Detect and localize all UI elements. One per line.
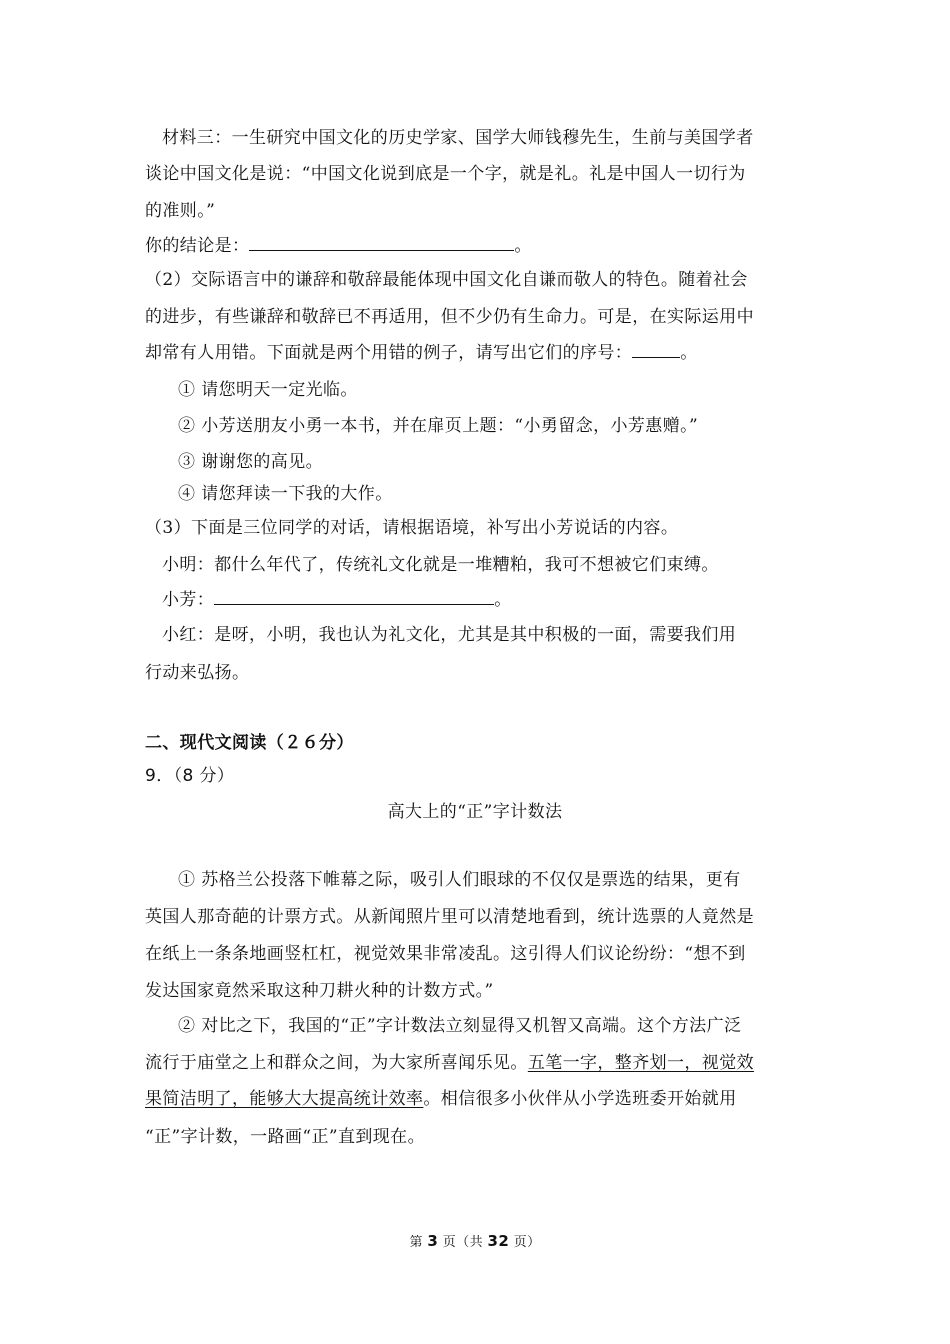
current-page-number: 3 — [427, 1232, 439, 1250]
dialogue-xiaofang — [162, 590, 512, 610]
question-2-line-3 — [145, 343, 698, 363]
dialogue-xiaohong-line-2: 行动来弘扬。 — [145, 663, 250, 683]
material-three-line-1: 材料三：一生研究中国文化的历史学家、国学大师钱穆先生，生前与美国学者 — [162, 128, 754, 148]
article-title: 高大上的“正”字计数法 — [387, 802, 563, 822]
paragraph-2-line-2 — [145, 1053, 754, 1073]
material-three-line-3: 的准则。” — [145, 201, 216, 221]
section-heading: 二、现代文阅读（２６分） — [145, 733, 354, 753]
question-2-line-1: （2）交际语言中的谦辞和敬辞最能体现中国文化自谦而敬人的特色。随着社会 — [145, 270, 748, 290]
option-4: ④ 请您拜读一下我的大作。 — [178, 484, 393, 504]
question-2-text: 却常有人用错。下面就是两个用错的例子，请写出它们的序号： — [145, 343, 633, 363]
paragraph-1-line-2: 英国人那奇葩的计票方式。从新闻照片里可以清楚地看到，统计选票的人竟然是 — [145, 907, 754, 927]
paragraph-1-line-1: ① 苏格兰公投落下帷幕之际，吸引人们眼球的不仅仅是票选的结果，更有 — [178, 870, 741, 890]
xiaofang-end: 。 — [494, 590, 512, 610]
total-page-count: 32 — [487, 1232, 510, 1250]
question-2-line-2: 的进步，有些谦辞和敬辞已不再适用，但不少仍有生命力。可是，在实际运用中 — [145, 307, 754, 327]
dialogue-xiaohong-line-1: 小红：是呀，小明，我也认为礼文化，尤其是其中积极的一面，需要我们用 — [162, 625, 737, 645]
option-3: ③ 谢谢您的高见。 — [178, 452, 324, 472]
option-2: ② 小芳送朋友小勇一本书，并在扉页上题：“小勇留念，小芳惠赠。” — [178, 416, 699, 436]
question-3-prompt: （3）下面是三位同学的对话，请根据语境，补写出小芳说话的内容。 — [145, 518, 679, 538]
dialogue-xiaoming: 小明：都什么年代了，传统礼文化就是一堆糟粕，我可不想被它们束缚。 — [162, 555, 719, 575]
question-2-answer-blank[interactable] — [632, 343, 680, 358]
page-footer: 第 3 页（共 32 页） — [409, 1232, 541, 1250]
underlined-sentence-part-1: 五笔一字，整齐划一，视觉效 — [527, 1053, 755, 1073]
conclusion-line — [145, 236, 532, 256]
paragraph-2-line-3 — [145, 1089, 737, 1109]
paragraph-1-line-4: 发达国家竟然采取这种刀耕火种的计数方式。” — [145, 981, 494, 1001]
conclusion-label: 你的结论是： — [145, 236, 250, 256]
option-1: ① 请您明天一定光临。 — [178, 380, 358, 400]
paragraph-2-text-continued: 。相信很多小伙伴从小学选班委开始就用 — [423, 1089, 737, 1109]
underlined-sentence-part-2: 果简洁明了，能够大大提高统计效率 — [145, 1089, 424, 1109]
question-9-label: 9．（8 分） — [145, 766, 235, 786]
paragraph-2-line-4: “正”字计数，一路画“正”直到现在。 — [145, 1127, 425, 1147]
question-2-end: 。 — [680, 343, 698, 363]
material-three-line-2: 谈论中国文化是说：“中国文化说到底是一个字，就是礼。礼是中国人一切行为 — [145, 164, 746, 184]
paragraph-2-line-1: ② 对比之下，我国的“正”字计数法立刻显得又机智又高端。这个方法广泛 — [178, 1016, 742, 1036]
conclusion-answer-blank[interactable] — [249, 236, 514, 251]
xiaofang-answer-blank[interactable] — [214, 590, 494, 605]
paragraph-1-line-3: 在纸上一条条地画竖杠杠，视觉效果非常凌乱。这引得人们议论纷纷：“想不到 — [145, 944, 746, 964]
paragraph-2-text: 流行于庙堂之上和群众之间，为大家所喜闻乐见。 — [145, 1053, 528, 1073]
conclusion-end: 。 — [514, 236, 532, 256]
xiaofang-label: 小芳： — [162, 590, 215, 610]
